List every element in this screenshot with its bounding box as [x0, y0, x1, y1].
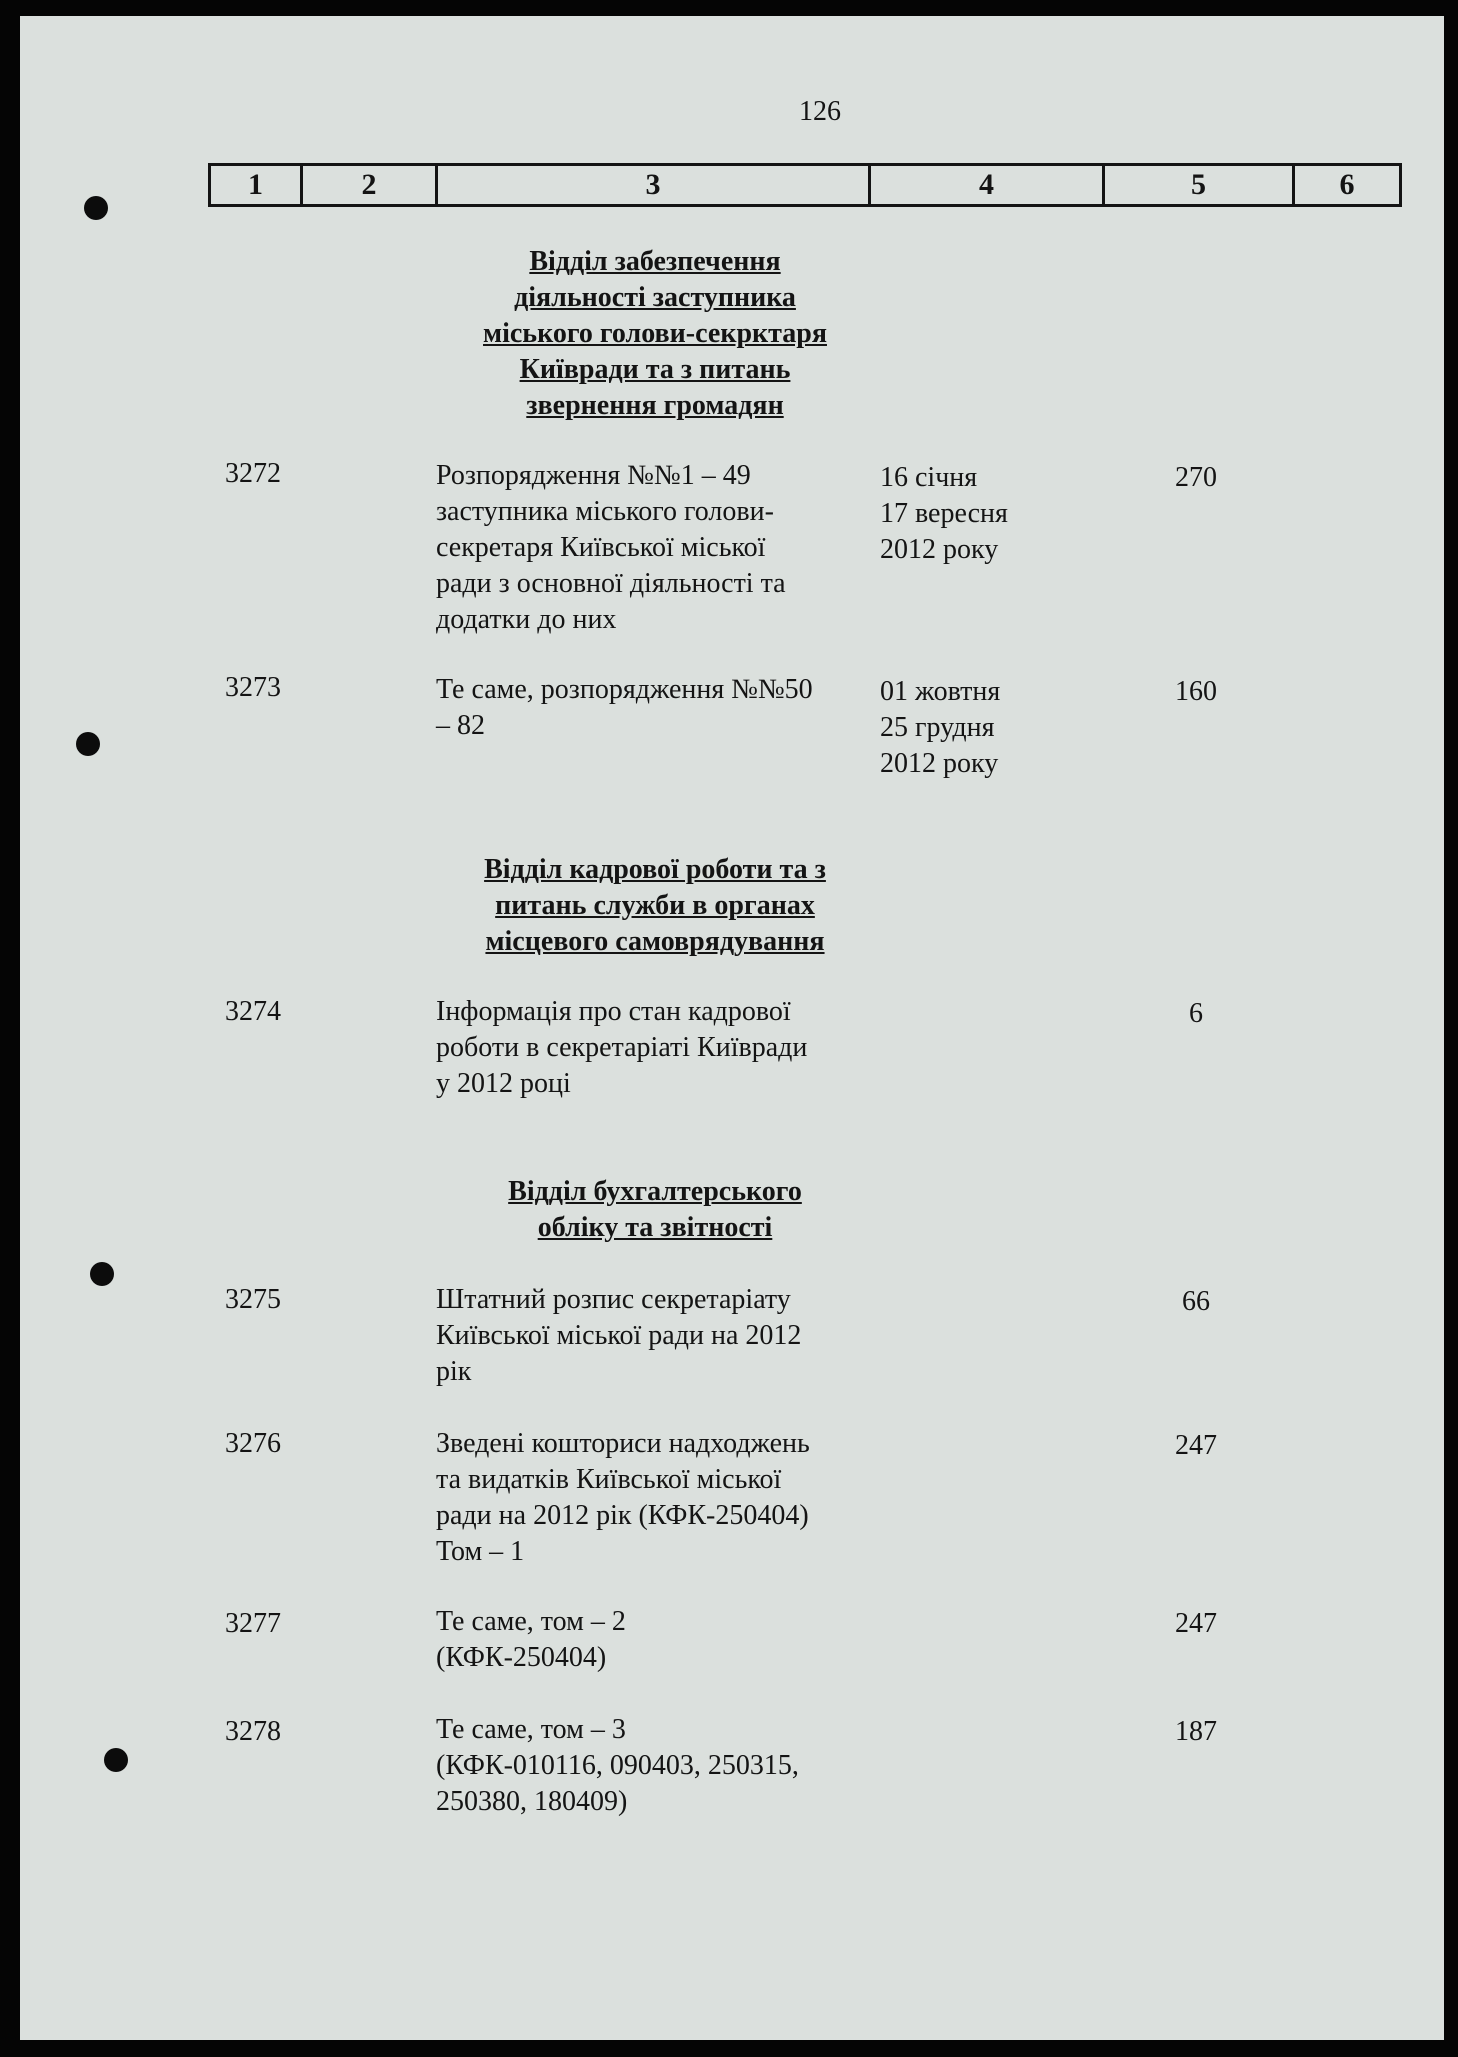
column-header-1: 1	[208, 163, 303, 207]
page-number: 126	[799, 96, 841, 127]
case-description: Те саме, том – 3 (КФК-010116, 090403, 250315, 250380, 180409)	[436, 1714, 799, 1817]
punch-hole	[90, 1262, 114, 1286]
column-header-6: 6	[1292, 163, 1402, 207]
sheet-count: 187	[1175, 1716, 1217, 1747]
document-page	[20, 16, 1444, 2040]
sheet-count: 66	[1182, 1286, 1210, 1317]
punch-hole	[104, 1748, 128, 1772]
case-description: Розпорядження №№1 – 49 заступника міського голови- секретаря Київської міської ради з основної діяльності та додатки до них	[436, 460, 786, 635]
case-number: 3273	[225, 672, 281, 703]
sheet-count: 247	[1175, 1608, 1217, 1639]
section-heading: Відділ забезпечення діяльності заступника міського голови-секрктаря Київради та з питань звернення громадян	[483, 246, 827, 421]
case-dates: 01 жовтня 25 грудня 2012 року	[880, 676, 1001, 779]
punch-hole	[84, 196, 108, 220]
case-description: Штатний розпис секретаріату Київської міської ради на 2012 рік	[436, 1284, 802, 1387]
sheet-count: 270	[1175, 462, 1217, 493]
column-header-row	[208, 163, 1402, 207]
case-number: 3278	[225, 1716, 281, 1747]
case-dates: 16 січня 17 вересня 2012 року	[880, 462, 1008, 565]
sheet-count: 247	[1175, 1430, 1217, 1461]
case-number: 3277	[225, 1608, 281, 1639]
case-description: Зведені кошториси надходжень та видатків Київської міської ради на 2012 рік (КФК-250404) Том – 1	[436, 1428, 810, 1567]
case-description: Те саме, розпорядження №№50 – 82	[436, 674, 813, 741]
punch-hole	[76, 732, 100, 756]
column-header-5: 5	[1102, 163, 1295, 207]
column-header-2: 2	[300, 163, 438, 207]
column-header-3: 3	[435, 163, 871, 207]
case-description: Інформація про стан кадрової роботи в секретаріаті Київради у 2012 році	[436, 996, 808, 1099]
sheet-count: 6	[1189, 998, 1203, 1029]
case-number: 3275	[225, 1284, 281, 1315]
case-number: 3276	[225, 1428, 281, 1459]
case-number: 3272	[225, 458, 281, 489]
sheet-count: 160	[1175, 676, 1217, 707]
case-number: 3274	[225, 996, 281, 1027]
section-heading: Відділ бухгалтерського обліку та звітності	[508, 1176, 802, 1243]
section-heading: Відділ кадрової роботи та з питань служби в органах місцевого самоврядування	[484, 854, 826, 957]
case-description: Те саме, том – 2 (КФК-250404)	[436, 1606, 626, 1673]
column-header-4: 4	[868, 163, 1105, 207]
